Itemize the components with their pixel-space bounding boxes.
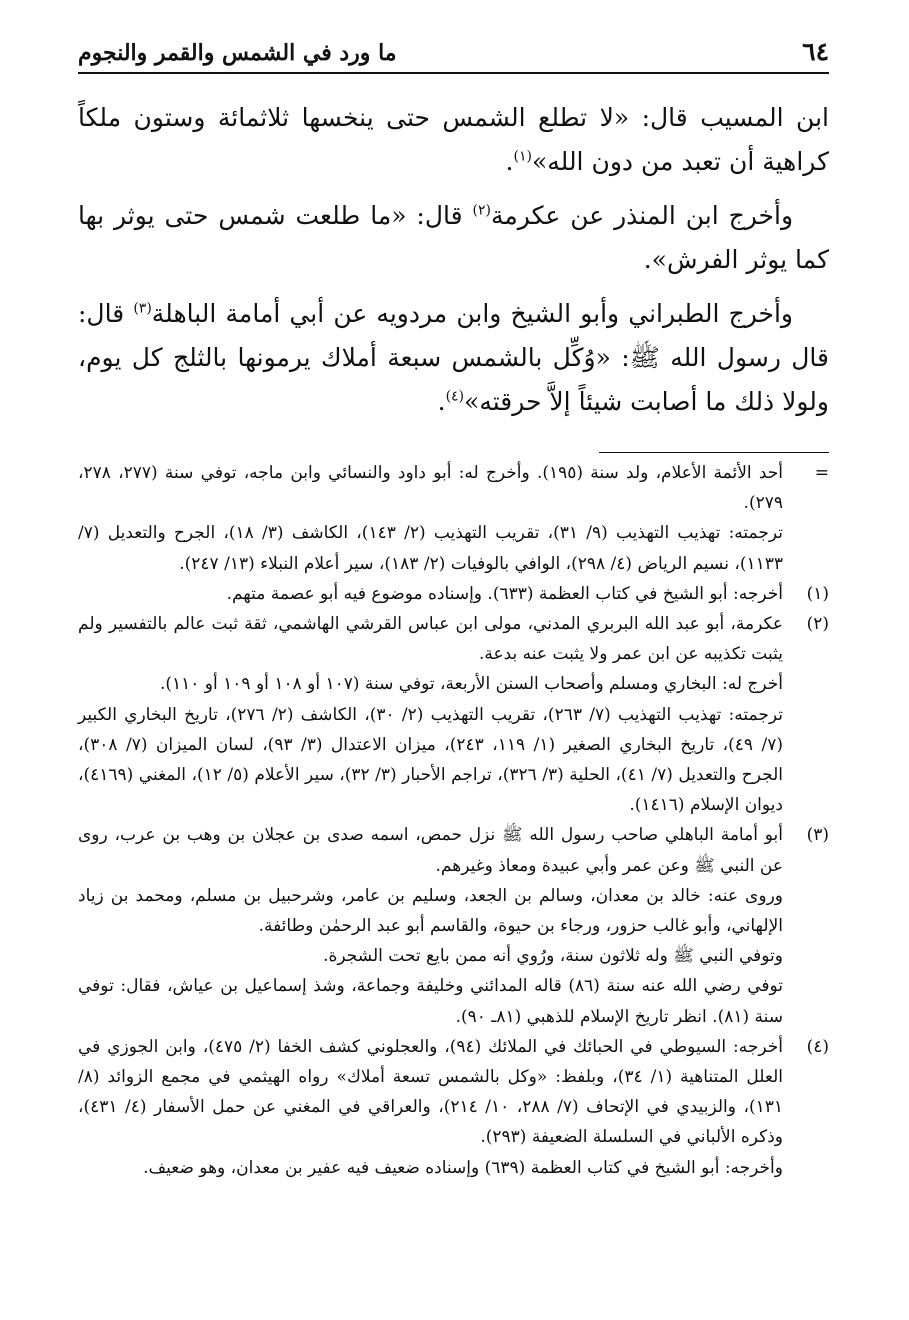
footnote-line: ترجمته: تهذيب التهذيب (٧/ ٢٦٣)، تقريب التهذيب (٢/ ٣٠)، الكاشف (٢/ ٢٧٦)، تاريخ البخاري الكبير (٧/ ٤٩)، تاريخ البخاري الصغير (١/ ١١٩، ٢٤٣)، ميزان الاعتدال (٣/ ٩٣)، لسان الميزان (٧/ ٣٠٨)، الجرح والتعديل (٧/ ٤١)، الحلية (٣/ ٣٢٦)، تراجم الأحبار (٣/ ٣٢)، سير الأعلام (٥/ ١٢)، المغني (٤١٦٩)، ديوان الإسلام (١٤١٦). xyxy=(78,704,783,816)
footnote-ref-1: (١) xyxy=(513,148,532,165)
footnote-4 xyxy=(78,1032,829,1183)
paragraph-3 xyxy=(78,292,829,424)
page-header xyxy=(78,30,829,74)
footnote-line: أحد الأئمة الأعلام، ولد سنة (١٩٥). وأخرج له: أبو داود والنسائي وابن ماجه، توفي سنة (٢٧٧، ٢٧٨، ٢٧٩). xyxy=(78,463,784,514)
page-number: ٦٤ xyxy=(802,37,829,66)
paragraph-2-text-b: قال: «ما طلعت شمس حتى يوثر بها كما يوثر الفرش». xyxy=(78,201,829,274)
footnote-line: توفي رضي الله عنه سنة (٨٦) قاله المدائني وخليفة وجماعة، وشذ إسماعيل بن عياش، فقال: توفي سنة (٨١). انظر تاريخ الإسلام للذهبي (٨١ـ ٩٠). xyxy=(78,976,784,1027)
footnote-line: عكرمة، أبو عبد الله البربري المدني، مولى ابن عباس القرشي الهاشمي، ثقة ثبت عالم بالتفسير ولم يثبت تكذيبه عن ابن عمر ولا يثبت عنه بدعة. xyxy=(78,614,783,665)
footnote-separator xyxy=(599,452,829,453)
footnote-ref-2: (٢) xyxy=(472,202,491,219)
main-text xyxy=(78,96,829,434)
footnote-3 xyxy=(78,820,829,1031)
footnote-marker: = xyxy=(814,463,829,483)
footnote-body xyxy=(78,1032,783,1183)
footnote-line: ترجمته: تهذيب التهذيب (٩/ ٣١)، تقريب التهذيب (٢/ ١٤٣)، الكاشف (٣/ ١٨)، الجرح والتعديل (٧/ ١١٣٣)، نسيم الرياض (٤/ ٢٩٨)، الوافي بالوفيات (٢/ ١٨٣)، سير أعلام النبلاء (١٣/ ٢٤٧). xyxy=(78,523,783,574)
paragraph-3-end: . xyxy=(437,387,446,416)
footnotes xyxy=(78,458,829,1183)
footnote-line: وأخرجه: أبو الشيخ في كتاب العظمة (٦٣٩) وإسناده ضعيف فيه عفير بن معدان، وهو ضعيف. xyxy=(143,1157,783,1178)
footnote-body xyxy=(78,458,783,579)
footnote-continued xyxy=(78,458,829,579)
paragraph-1 xyxy=(78,96,829,184)
footnote-line: وتوفي النبي ﷺ وله ثلاثون سنة، ورُوي أنه ممن بايع تحت الشجرة. xyxy=(323,946,783,967)
footnote-line: وروى عنه: خالد بن معدان، وسالم بن الجعد، وسليم بن عامر، وشرحبيل بن مسلم، ومحمد بن زياد الإلهاني، وأبو غالب حزور، ورجاء بن حيوة، والقاسم أبو عبد الرحمٰن وطائفة. xyxy=(78,885,783,937)
footnote-ref-3: (٣) xyxy=(133,300,152,317)
footnote-line: أخرجه: السيوطي في الحبائك في الملائك (٩٤)، والعجلوني كشف الخفا (٢/ ٤٧٥)، وابن الجوزي في العلل المتناهية (١/ ٣٤)، وبلفظ: «وكل بالشمس تسعة أملاك» رواه الهيثمي في مجمع الزوائد (٨/ ١٣١)، والزبيدي في الإتحاف (٧/ ٢٨٨، ١٠/ ٢١٤)، والعراقي في المغني عن حمل الأسفار (٤/ ٤٣١)، وذكره الألباني في السلسلة الضعيفة (٢٩٣). xyxy=(78,1036,784,1148)
footnote-line: أخرجه: أبو الشيخ في كتاب العظمة (٦٣٣). وإسناده موضوع فيه أبو عصمة متهم. xyxy=(226,583,783,604)
paragraph-3-text-b: قال: قال رسول الله ﷺ: «وُكِّل بالشمس سبعة أملاك يرمونها بالثلج كل يوم، ولولا ذلك ما أصابت شيئاً إلاَّ حرقته» xyxy=(78,299,829,416)
paragraph-3-text-a: وأخرج الطبراني وأبو الشيخ وابن مردويه عن أبي أمامة الباهلة xyxy=(151,299,793,328)
paragraph-2-text-a: وأخرج ابن المنذر عن عكرمة xyxy=(490,201,794,230)
footnote-line: أخرج له: البخاري ومسلم وأصحاب السنن الأربعة، توفي سنة (١٠٧ أو ١٠٨ أو ١٠٩ أو ١١٠). xyxy=(159,674,783,695)
footnote-line: أبو أمامة الباهلي صاحب رسول الله ﷺ نزل حمص، اسمه صدى بن عجلان بن وهب بن عرب، روى عن النبي ﷺ وعن عمر وأبي عبيدة ومعاذ وغيرهم. xyxy=(78,825,783,876)
footnote-marker: (٢) xyxy=(806,614,829,635)
footnote-marker: (٤) xyxy=(806,1036,829,1057)
footnote-marker: (١) xyxy=(806,583,829,604)
paragraph-1-text: ابن المسيب قال: «لا تطلع الشمس حتى ينخسها ثلاثمائة وستون ملكاً كراهية أن تعبد من دون الله» xyxy=(78,103,829,176)
footnote-body xyxy=(78,609,783,820)
paragraph-1-end: . xyxy=(505,147,514,176)
footnote-2 xyxy=(78,609,829,820)
paragraph-2 xyxy=(78,194,829,282)
footnote-ref-4: (٤) xyxy=(445,388,465,405)
footnote-body xyxy=(78,579,783,609)
footnote-1 xyxy=(78,579,829,609)
footnote-body xyxy=(78,820,783,1031)
running-title: ما ورد في الشمس والقمر والنجوم xyxy=(78,40,397,66)
footnote-marker: (٣) xyxy=(806,825,829,846)
